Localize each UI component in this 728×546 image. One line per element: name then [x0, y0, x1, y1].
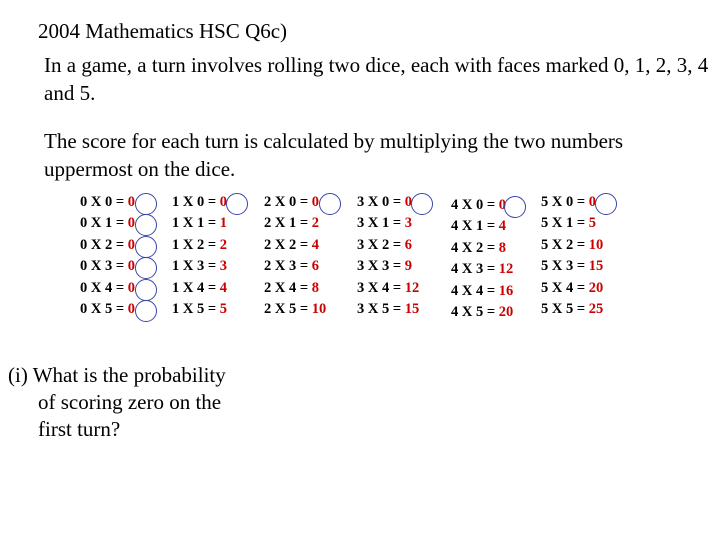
- cell-result: 6: [311, 258, 319, 275]
- table-cell: 5 X 0 = 0: [541, 194, 596, 210]
- zero-circle: [411, 193, 433, 215]
- table-cell: 5 X 4 = 20: [541, 279, 604, 296]
- cell-result: 0: [127, 279, 135, 296]
- cell-result: 5: [588, 215, 596, 232]
- table-column-3: [357, 192, 419, 320]
- cell-result: 0: [498, 197, 506, 213]
- cell-result: 25: [588, 300, 604, 317]
- table-cell: 3 X 3 = 9: [357, 258, 412, 275]
- zero-circle: [135, 236, 157, 258]
- cell-result: 12: [404, 279, 420, 296]
- cell-result: 20: [588, 279, 604, 296]
- question-line-2: of scoring zero on the: [38, 390, 222, 414]
- zero-circle: [595, 193, 617, 215]
- cell-result: 0: [127, 215, 135, 232]
- question-line-1: What is the probability: [27, 363, 226, 387]
- table-cell: 0 X 2 = 0: [80, 236, 135, 253]
- cell-result: 1: [219, 215, 227, 232]
- cell-result: 0: [127, 300, 135, 317]
- zero-circle: [135, 193, 157, 215]
- cell-result: 4: [219, 279, 227, 296]
- cell-result: 0: [127, 194, 135, 210]
- table-cell: 0 X 3 = 0: [80, 258, 135, 275]
- table-cell: 2 X 0 = 0: [264, 194, 319, 210]
- table-cell: 4 X 1 = 4: [451, 218, 506, 235]
- question-line-3: first turn?: [38, 417, 121, 441]
- table-cell: 3 X 5 = 15: [357, 300, 420, 317]
- table-column-2: [264, 192, 326, 320]
- table-column-4: [451, 195, 513, 323]
- table-cell: 1 X 4 = 4: [172, 279, 227, 296]
- question-i: [8, 362, 226, 443]
- table-cell: 4 X 0 = 0: [451, 197, 506, 213]
- cell-result: 8: [311, 279, 319, 296]
- cell-result: 9: [404, 258, 412, 275]
- cell-result: 20: [498, 303, 514, 320]
- table-cell: 2 X 4 = 8: [264, 279, 319, 296]
- table-cell: 2 X 2 = 4: [264, 236, 319, 253]
- cell-result: 12: [498, 261, 514, 278]
- cell-result: 4: [498, 218, 506, 235]
- table-cell: 0 X 0 = 0: [80, 194, 135, 210]
- cell-result: 15: [404, 300, 420, 317]
- game-description: In a game, a turn involves rolling two dice, each with faces marked 0, 1, 2, 3, 4 and 5.: [44, 53, 709, 105]
- table-cell: 3 X 4 = 12: [357, 279, 420, 296]
- table-cell: 3 X 0 = 0: [357, 194, 412, 210]
- cell-result: 0: [127, 236, 135, 253]
- score-description: The score for each turn is calculated by multiplying the two numbers uppermost on the dice.: [44, 129, 624, 181]
- table-column-5: [541, 192, 603, 320]
- table-cell: 1 X 2 = 2: [172, 236, 227, 253]
- zero-circle: [504, 196, 526, 218]
- table-cell: 2 X 3 = 6: [264, 258, 319, 275]
- table-cell: 3 X 1 = 3: [357, 215, 412, 232]
- zero-circle: [319, 193, 341, 215]
- table-cell: 0 X 5 = 0: [80, 300, 135, 317]
- cell-result: 6: [404, 236, 412, 253]
- zero-circle: [135, 279, 157, 301]
- table-cell: 4 X 2 = 8: [451, 239, 506, 256]
- cell-result: 15: [588, 258, 604, 275]
- zero-circle: [226, 193, 248, 215]
- table-cell: 0 X 4 = 0: [80, 279, 135, 296]
- table-cell: 5 X 5 = 25: [541, 300, 604, 317]
- zero-circle: [135, 257, 157, 279]
- cell-result: 0: [588, 194, 596, 210]
- cell-result: 2: [219, 236, 227, 253]
- table-column-1: [172, 192, 227, 320]
- cell-result: 4: [311, 236, 319, 253]
- table-cell: 4 X 4 = 16: [451, 282, 514, 299]
- table-cell: 1 X 1 = 1: [172, 215, 227, 232]
- zero-circle: [135, 214, 157, 236]
- table-column-0: [80, 192, 135, 320]
- question-number: (i): [8, 363, 28, 387]
- cell-result: 0: [127, 258, 135, 275]
- table-cell: 0 X 1 = 0: [80, 215, 135, 232]
- table-cell: 5 X 1 = 5: [541, 215, 596, 232]
- cell-result: 0: [404, 194, 412, 210]
- cell-result: 3: [404, 215, 412, 232]
- cell-result: 16: [498, 282, 514, 299]
- table-cell: 5 X 3 = 15: [541, 258, 604, 275]
- table-cell: 4 X 5 = 20: [451, 303, 514, 320]
- table-cell: 2 X 1 = 2: [264, 215, 319, 232]
- cell-result: 10: [311, 300, 327, 317]
- cell-result: 0: [219, 194, 227, 210]
- table-cell: 1 X 3 = 3: [172, 258, 227, 275]
- cell-result: 2: [311, 215, 319, 232]
- slide-title: 2004 Mathematics HSC Q6c): [38, 19, 288, 43]
- cell-result: 5: [219, 300, 227, 317]
- table-cell: 5 X 2 = 10: [541, 236, 604, 253]
- cell-result: 3: [219, 258, 227, 275]
- cell-result: 8: [498, 239, 506, 256]
- table-cell: 2 X 5 = 10: [264, 300, 327, 317]
- table-cell: 4 X 3 = 12: [451, 261, 514, 278]
- cell-result: 10: [588, 236, 604, 253]
- table-cell: 3 X 2 = 6: [357, 236, 412, 253]
- table-cell: 1 X 5 = 5: [172, 300, 227, 317]
- cell-result: 0: [311, 194, 319, 210]
- table-cell: 1 X 0 = 0: [172, 194, 227, 210]
- zero-circle: [135, 300, 157, 322]
